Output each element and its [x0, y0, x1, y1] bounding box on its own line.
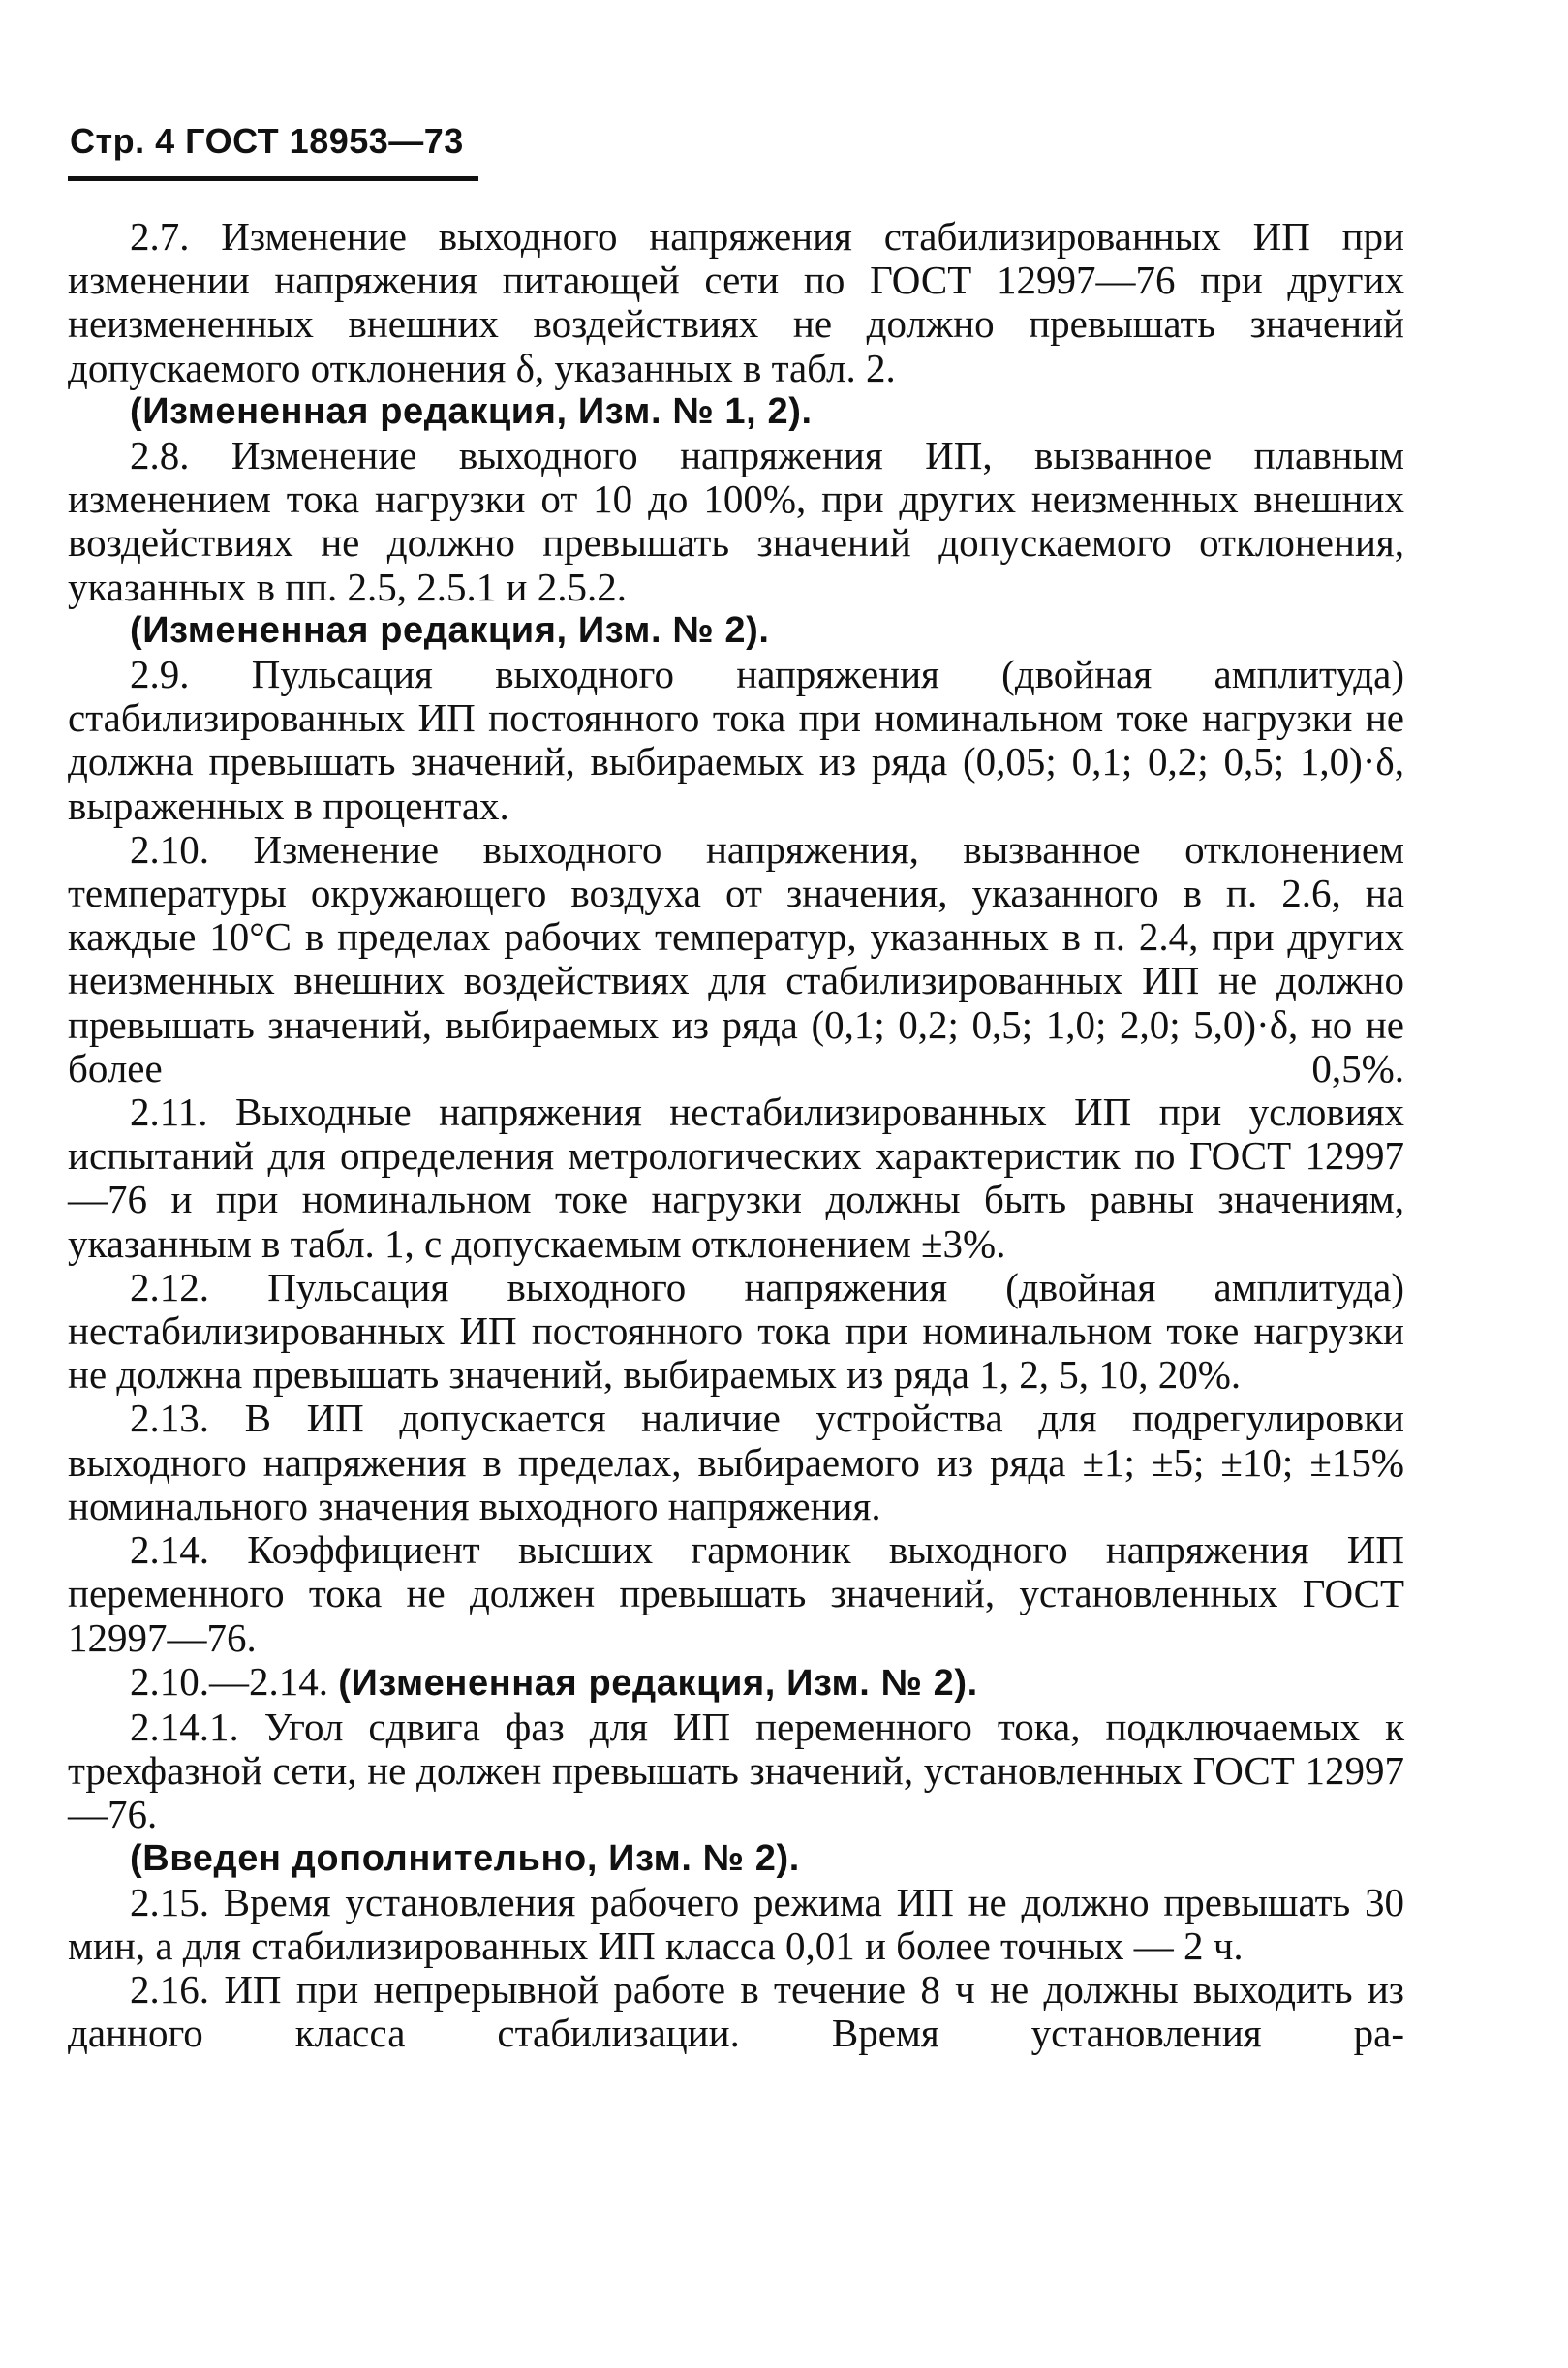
amendment-range-text: (Измененная редакция, Изм. № 2). — [338, 1662, 978, 1704]
document-body — [68, 215, 1404, 2056]
page-header: Стр. 4 ГОСТ 18953—73 — [70, 121, 464, 161]
paragraph-2-9: 2.9. Пульсация выходного напряжения (двойная амплитуда) стабилизированных ИП постоянного тока при номинальном токе нагрузки не должна превышать значений, выбираемых из ряда (0,05; 0,1; 0,2; 0,5; 1,0)·δ, выраженных в процентах. — [68, 652, 1404, 828]
amendment-note: (Измененная редакция, Изм. № 1, 2). — [130, 390, 813, 432]
amendment-range-label: 2.10.—2.14. — [130, 1658, 339, 1704]
paragraph-2-14-1: 2.14.1. Угол сдвига фаз для ИП переменного тока, подключаемых к трехфазной сети, не должен превышать значений, установленных ГОСТ 12997—76. — [68, 1704, 1404, 1837]
amendment-note: (Измененная редакция, Изм. № 2). — [130, 609, 770, 651]
amendment-note-range — [68, 1660, 1404, 1706]
paragraph-2-12: 2.12. Пульсация выходного напряжения (двойная амплитуда) нестабилизированных ИП постоянного тока при номинальном токе нагрузки не должна превышать значений, выбираемых из ряда 1, 2, 5, 10, 20%. — [68, 1264, 1404, 1398]
paragraph-2-15: 2.15. Время установления рабочего режима ИП не должно превышать 30 мин, а для стабилизированных ИП класса 0,01 и более точных — 2 ч. — [68, 1879, 1404, 1968]
paragraph-2-11: 2.11. Выходные напряжения нестабилизированных ИП при условиях испытаний для определения метрологических характеристик по ГОСТ 12997—76 и при номинальном токе нагрузки должны быть равны значениям, указанным в табл. 1, с допускаемым отклонением ±3%. — [68, 1090, 1404, 1266]
paragraph-2-8: 2.8. Изменение выходного напряжения ИП, вызванное плавным изменением тока нагрузки от 10 до 100%, при других неизменных внешних воздействиях не должно превышать значений допускаемого отклонения, указанных в пп. 2.5, 2.5.1 и 2.5.2. — [68, 433, 1404, 609]
paragraph-2-14: 2.14. Коэффициент высших гармоник выходного напряжения ИП переменного тока не должен превышать значений, установленных ГОСТ 12997—76. — [68, 1527, 1404, 1660]
paragraph-2-7: 2.7. Изменение выходного напряжения стабилизированных ИП при изменении напряжения питающей сети по ГОСТ 12997—76 при других неизмененных внешних воздействиях не должно превышать значений допускаемого отклонения δ, указанных в табл. 2. — [68, 214, 1404, 390]
paragraph-2-10: 2.10. Изменение выходного напряжения, вызванное отклонением температуры окружающего воздуха от значения, указанного в п. 2.6, на каждые 10°С в пределах рабочих температур, указанных в п. 2.4, при других неизменных внешних воздействиях для стабилизированных ИП не должно превышать значений, выбираемых из ряда (0,1; 0,2; 0,5; 1,0; 2,0; 5,0)·δ, но не более 0,5%. — [68, 826, 1404, 1091]
paragraph-2-13: 2.13. В ИП допускается наличие устройства для подрегулировки выходного напряжения в пределах, выбираемого из ряда ±1; ±5; ±10; ±15% номинального значения выходного напряжения. — [68, 1396, 1404, 1528]
introduced-note: (Введен дополнительно, Изм. № 2). — [130, 1837, 800, 1879]
header-rule — [68, 176, 478, 181]
paragraph-2-16: 2.16. ИП при непрерывной работе в течение 8 ч не должны выходить из данного класса стабилизации. Время установления ра- — [68, 1967, 1404, 2056]
